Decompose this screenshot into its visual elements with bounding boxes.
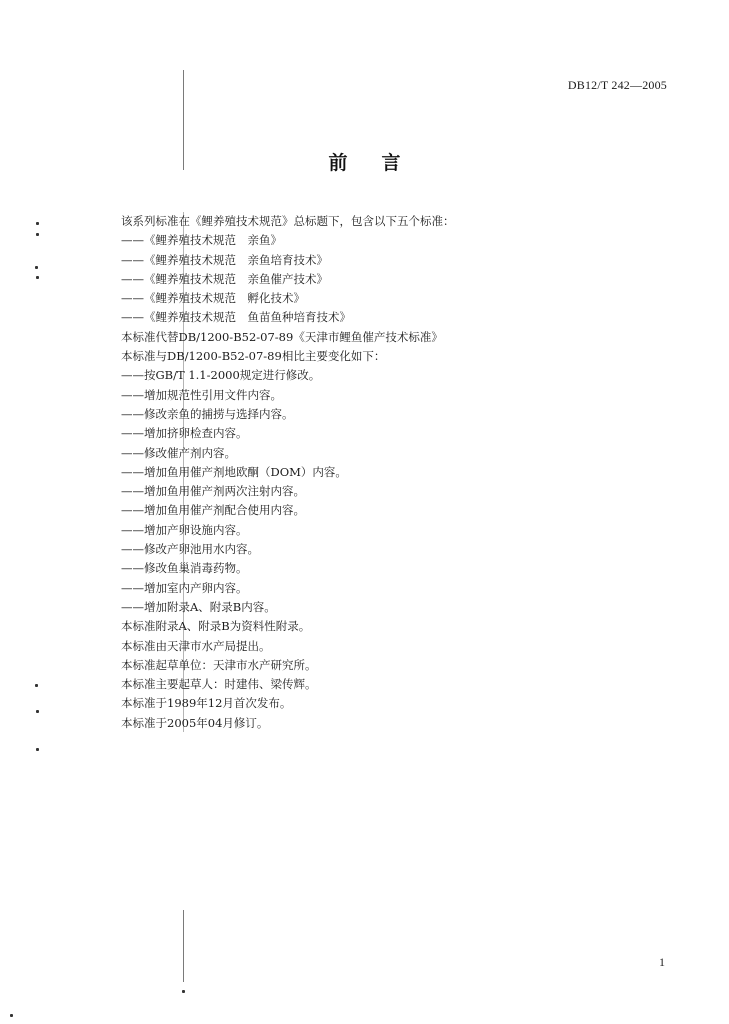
- scan-speck: [36, 233, 39, 236]
- body-line: 本标准于2005年04月修订。: [121, 715, 269, 730]
- body-line: ——修改鱼巢消毒药物。: [121, 561, 248, 576]
- scan-speck: [36, 222, 39, 225]
- scan-speck: [182, 990, 185, 993]
- body-line: 本标准由天津市水产局提出。: [121, 638, 271, 653]
- body-line: ——增加规范性引用文件内容。: [121, 387, 282, 402]
- scan-speck: [35, 266, 38, 269]
- page-number: 1: [659, 955, 665, 969]
- body-line: ——《鲤养殖技术规范 亲鱼》: [121, 233, 282, 248]
- binding-margin-line: [183, 910, 184, 982]
- body-line: ——修改催产剂内容。: [121, 445, 236, 460]
- body-line: 本标准附录A、附录B为资料性附录。: [121, 619, 311, 634]
- body-line: 该系列标准在《鲤养殖技术规范》总标题下，包含以下五个标准：: [121, 214, 455, 228]
- body-line: ——增加挤卵检查内容。: [121, 426, 248, 441]
- scan-speck: [36, 710, 39, 713]
- document-code: DB12/T 242—2005: [567, 78, 667, 92]
- body-line: 本标准于1989年12月首次发布。: [121, 696, 292, 711]
- body-line: 本标准与DB/1200-B52-07-89相比主要变化如下：: [121, 349, 386, 364]
- body-line: ——增加鱼用催产剂配合使用内容。: [121, 503, 305, 518]
- scan-speck: [36, 276, 39, 279]
- body-line: ——增加鱼用催产剂地欧酮（DOM）内容。: [121, 464, 347, 479]
- body-line: ——修改亲鱼的捕捞与选择内容。: [121, 406, 294, 421]
- scan-speck: [35, 684, 38, 687]
- body-line: ——《鲤养殖技术规范 亲鱼催产技术》: [121, 271, 328, 286]
- body-line: ——《鲤养殖技术规范 亲鱼培育技术》: [121, 252, 328, 267]
- page-title: 前言: [328, 152, 435, 174]
- body-line: ——修改产卵池用水内容。: [121, 542, 259, 557]
- body-line: ——增加产卵设施内容。: [121, 522, 248, 537]
- body-line: 本标准起草单位：天津市水产研究所。: [121, 657, 317, 672]
- body-line: 本标准主要起草人：时建伟、梁传辉。: [121, 677, 317, 692]
- body-line: ——增加室内产卵内容。: [121, 580, 248, 595]
- body-line: 本标准代替DB/1200-B52-07-89《天津市鲤鱼催产技术标准》: [121, 329, 443, 344]
- body-line: ——增加鱼用催产剂两次注射内容。: [121, 484, 305, 499]
- scan-speck: [36, 748, 39, 751]
- scan-speck: [10, 1014, 13, 1017]
- body-line: ——《鲤养殖技术规范 鱼苗鱼种培育技术》: [121, 310, 351, 325]
- body-line: ——增加附录A、附录B内容。: [121, 599, 276, 614]
- preface-body: [121, 212, 641, 733]
- body-line: ——《鲤养殖技术规范 孵化技术》: [121, 291, 305, 306]
- body-line: ——按GB/T 1.1-2000规定进行修改。: [121, 368, 321, 383]
